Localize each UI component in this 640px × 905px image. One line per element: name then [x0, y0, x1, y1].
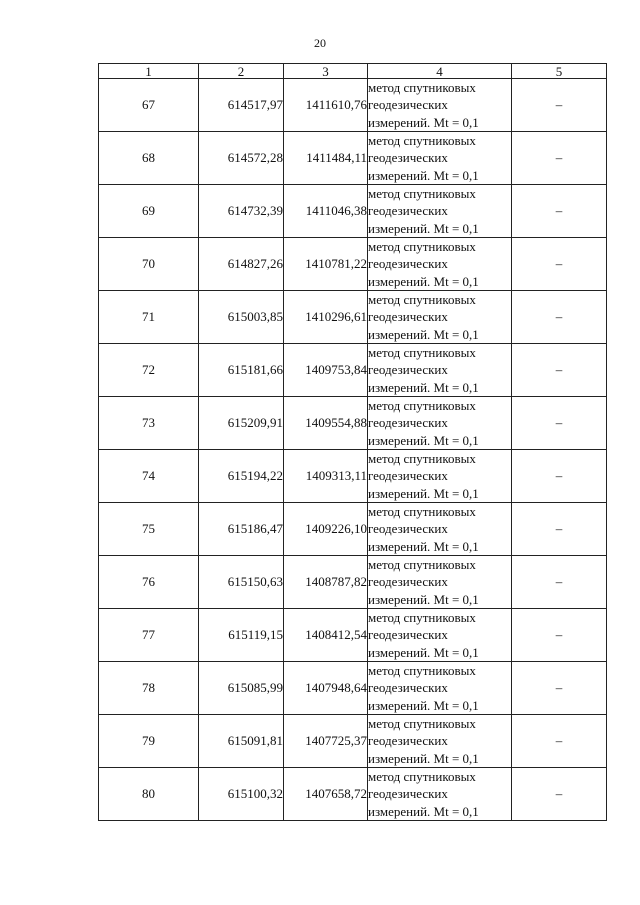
- method-line: метод спутниковых: [368, 716, 476, 732]
- point-number-cell: 76: [99, 556, 199, 609]
- coordinates-table: [98, 63, 607, 821]
- coord-y-cell: 1407658,72: [284, 768, 368, 821]
- method-line: метод спутниковых: [368, 610, 476, 626]
- table-header: [99, 64, 607, 79]
- point-number-cell: 74: [99, 450, 199, 503]
- method-line: геодезических: [368, 150, 448, 166]
- point-number-cell: 78: [99, 662, 199, 715]
- method-line: геодезических: [368, 362, 448, 378]
- coord-y-cell: 1411610,76: [284, 79, 368, 132]
- coord-y-cell: 1410781,22: [284, 238, 368, 291]
- coord-x-cell: 615186,47: [199, 503, 284, 556]
- method-line: геодезических: [368, 203, 448, 219]
- point-number-cell: 68: [99, 132, 199, 185]
- method-line: метод спутниковых: [368, 133, 476, 149]
- col5-cell: –: [512, 662, 607, 715]
- coord-y-cell: 1410296,61: [284, 291, 368, 344]
- point-number-cell: 69: [99, 185, 199, 238]
- coord-y-cell: 1409554,88: [284, 397, 368, 450]
- page-number: 20: [314, 36, 326, 50]
- method-line: геодезических: [368, 627, 448, 643]
- method-cell: [368, 291, 512, 344]
- method-cell: [368, 556, 512, 609]
- method-cell: [368, 397, 512, 450]
- coord-x-cell: 615100,32: [199, 768, 284, 821]
- coord-x-cell: 615150,63: [199, 556, 284, 609]
- col5-cell: –: [512, 185, 607, 238]
- method-line: геодезических: [368, 309, 448, 325]
- table-row: [99, 450, 607, 503]
- header-col-2: 2: [199, 64, 284, 79]
- method-line: измерений. Mt = 0,1: [368, 273, 479, 289]
- coord-y-cell: 1408787,82: [284, 556, 368, 609]
- method-line: геодезических: [368, 733, 448, 749]
- method-line: измерений. Mt = 0,1: [368, 432, 479, 448]
- method-cell: [368, 185, 512, 238]
- method-line: метод спутниковых: [368, 292, 476, 308]
- table-row: [99, 397, 607, 450]
- method-line: метод спутниковых: [368, 451, 476, 467]
- col5-cell: –: [512, 238, 607, 291]
- method-line: измерений. Mt = 0,1: [368, 697, 479, 713]
- coord-y-cell: 1409313,11: [284, 450, 368, 503]
- coord-y-cell: 1411484,11: [284, 132, 368, 185]
- method-line: измерений. Mt = 0,1: [368, 750, 479, 766]
- coord-x-cell: 614827,26: [199, 238, 284, 291]
- method-line: геодезических: [368, 521, 448, 537]
- method-cell: [368, 715, 512, 768]
- coord-y-cell: 1407725,37: [284, 715, 368, 768]
- method-cell: [368, 450, 512, 503]
- method-line: измерений. Mt = 0,1: [368, 485, 479, 501]
- coord-x-cell: 615181,66: [199, 344, 284, 397]
- point-number-cell: 73: [99, 397, 199, 450]
- point-number-cell: 70: [99, 238, 199, 291]
- coord-x-cell: 614572,28: [199, 132, 284, 185]
- method-line: геодезических: [368, 468, 448, 484]
- col5-cell: –: [512, 609, 607, 662]
- point-number-cell: 80: [99, 768, 199, 821]
- table-row: [99, 503, 607, 556]
- header-col-1: 1: [99, 64, 199, 79]
- coord-y-cell: 1407948,64: [284, 662, 368, 715]
- header-col-3: 3: [284, 64, 368, 79]
- table-row: [99, 79, 607, 132]
- method-line: измерений. Mt = 0,1: [368, 326, 479, 342]
- table-row: [99, 185, 607, 238]
- method-cell: [368, 238, 512, 291]
- method-line: метод спутниковых: [368, 239, 476, 255]
- point-number-cell: 71: [99, 291, 199, 344]
- method-line: геодезических: [368, 786, 448, 802]
- coord-x-cell: 615085,99: [199, 662, 284, 715]
- coord-x-cell: 615003,85: [199, 291, 284, 344]
- method-line: измерений. Mt = 0,1: [368, 538, 479, 554]
- method-line: измерений. Mt = 0,1: [368, 379, 479, 395]
- header-row: [99, 64, 607, 79]
- col5-cell: –: [512, 79, 607, 132]
- table-body: [99, 79, 607, 821]
- coord-x-cell: 615194,22: [199, 450, 284, 503]
- method-line: метод спутниковых: [368, 186, 476, 202]
- table-row: [99, 609, 607, 662]
- col5-cell: –: [512, 450, 607, 503]
- method-line: геодезических: [368, 680, 448, 696]
- method-line: метод спутниковых: [368, 663, 476, 679]
- col5-cell: –: [512, 503, 607, 556]
- table-row: [99, 662, 607, 715]
- col5-cell: –: [512, 397, 607, 450]
- point-number-cell: 79: [99, 715, 199, 768]
- method-line: измерений. Mt = 0,1: [368, 803, 479, 819]
- method-line: измерений. Mt = 0,1: [368, 591, 479, 607]
- header-col-4: 4: [368, 64, 512, 79]
- col5-cell: –: [512, 556, 607, 609]
- coord-y-cell: 1411046,38: [284, 185, 368, 238]
- method-line: метод спутниковых: [368, 80, 476, 96]
- table-row: [99, 556, 607, 609]
- coord-x-cell: 615209,91: [199, 397, 284, 450]
- method-cell: [368, 609, 512, 662]
- point-number-cell: 67: [99, 79, 199, 132]
- method-line: метод спутниковых: [368, 769, 476, 785]
- coord-x-cell: 615091,81: [199, 715, 284, 768]
- coord-x-cell: 614517,97: [199, 79, 284, 132]
- method-cell: [368, 132, 512, 185]
- method-cell: [368, 79, 512, 132]
- table-row: [99, 291, 607, 344]
- table-row: [99, 132, 607, 185]
- method-line: геодезических: [368, 415, 448, 431]
- method-line: метод спутниковых: [368, 345, 476, 361]
- table-row: [99, 344, 607, 397]
- method-cell: [368, 662, 512, 715]
- point-number-cell: 75: [99, 503, 199, 556]
- method-line: метод спутниковых: [368, 504, 476, 520]
- method-cell: [368, 503, 512, 556]
- method-line: геодезических: [368, 574, 448, 590]
- table-row: [99, 768, 607, 821]
- method-line: измерений. Mt = 0,1: [368, 114, 479, 130]
- table-row: [99, 238, 607, 291]
- method-line: метод спутниковых: [368, 398, 476, 414]
- coord-y-cell: 1409226,10: [284, 503, 368, 556]
- point-number-cell: 77: [99, 609, 199, 662]
- coord-y-cell: 1409753,84: [284, 344, 368, 397]
- method-line: измерений. Mt = 0,1: [368, 644, 479, 660]
- col5-cell: –: [512, 715, 607, 768]
- method-cell: [368, 768, 512, 821]
- point-number-cell: 72: [99, 344, 199, 397]
- col5-cell: –: [512, 768, 607, 821]
- method-line: измерений. Mt = 0,1: [368, 220, 479, 236]
- method-cell: [368, 344, 512, 397]
- method-line: измерений. Mt = 0,1: [368, 167, 479, 183]
- method-line: геодезических: [368, 97, 448, 113]
- coord-x-cell: 615119,15: [199, 609, 284, 662]
- header-col-5: 5: [512, 64, 607, 79]
- method-line: геодезических: [368, 256, 448, 272]
- col5-cell: –: [512, 344, 607, 397]
- coord-x-cell: 614732,39: [199, 185, 284, 238]
- table-row: [99, 715, 607, 768]
- coord-y-cell: 1408412,54: [284, 609, 368, 662]
- method-line: метод спутниковых: [368, 557, 476, 573]
- col5-cell: –: [512, 291, 607, 344]
- col5-cell: –: [512, 132, 607, 185]
